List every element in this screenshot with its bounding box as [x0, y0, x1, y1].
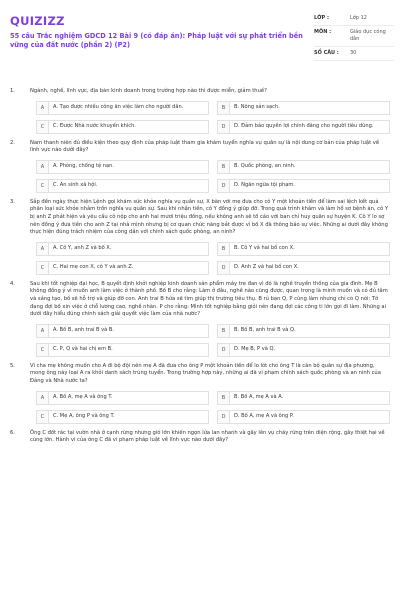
- option-text: D. Bố A, mẹ A và ông P.: [229, 410, 390, 424]
- option-letter: D: [217, 179, 229, 193]
- header: [0, 0, 400, 82]
- option-d[interactable]: [217, 410, 390, 424]
- question-text: Sắp đến ngày thực hiện Lệnh gọi khám sức khỏe nghĩa vụ quân sự, X bàn với mẹ đưa cho cô Y một khoản tiền để làm sai lệch kết quả phân loại sức khỏe nhằm trốn nghĩa vụ quân sự. Sau khi nhận tiền, cô Y đồng ý giúp đỡ. Trong quá trình khám và làm hồ sơ bệnh án, cô Y bị anh Z phát hiện và yêu cầu cô nộp cho anh hai mươi triệu đồng, nếu không anh sẽ tố cáo với ban chỉ huy quân sự huyện K. Cô Y lo sợ nên đồng ý đưa tiền cho anh Z tại nhà mình nhưng bị cơ quan chức năng bắt được vì bố X đã thông báo sự việc. Những ai dưới đây không thực hiện đúng trách nhiệm của công dân với chính sách quốc phòng, an ninh?: [30, 198, 389, 236]
- options: [36, 324, 390, 357]
- option-b[interactable]: [217, 324, 390, 338]
- option-a[interactable]: [36, 101, 209, 115]
- option-letter: A: [36, 160, 48, 174]
- question-4: [10, 281, 390, 357]
- option-text: B. Cô Y và hai bố con X.: [229, 242, 390, 256]
- option-b[interactable]: [217, 391, 390, 405]
- question-number: 6.: [10, 429, 15, 436]
- question-text: Ngành, nghề, lĩnh vực, địa bàn kinh doanh trong trường hợp nào thì được miễn, giảm thuế?: [30, 88, 267, 94]
- meta-row-grade: [314, 12, 394, 26]
- meta-key: MÔN :: [314, 29, 332, 35]
- meta-value: Giáo dục công dân: [350, 29, 386, 42]
- question-number: 4.: [10, 280, 15, 287]
- option-letter: C: [36, 343, 48, 357]
- meta-value: Lớp 12: [350, 15, 367, 21]
- option-text: C. Hai mẹ con X, cô Y và anh Z.: [48, 261, 209, 275]
- option-letter: A: [36, 391, 48, 405]
- option-letter: D: [217, 410, 229, 424]
- option-a[interactable]: [36, 160, 209, 174]
- option-b[interactable]: [217, 160, 390, 174]
- option-c[interactable]: [36, 261, 209, 275]
- meta-row-subject: [314, 26, 394, 47]
- question-text: Sau khi tốt nghiệp đại học, B quyết định khởi nghiệp kinh doanh sản phẩm máy tre đan vì đó là nghề truyền thống của gia đình. Mẹ B không đồng ý vì muốn anh làm việc ở thành phố. Bố B cho rằng: Làm ở đâu, nghề nào cũng được, quan trọng là mình muốn và có đủ tâm và sáng tạo, bố sẽ hỗ trợ và giúp đỡ con. Anh trai B hứa sẽ tìm giúp thị trường tiêu thụ. B rủ bạn Q, P cùng làm nhưng chỉ có Q nói: Tớ đang đợi bố xin việc ở chỗ lương cao, nghề nhàn. P cho rằng: Mình tốt nghiệp bằng giỏi nên đang đợi các công ti lớn gọi đi làm. Những ai dưới đây hiểu đúng chính sách giải quyết việc làm của nhà nước?: [30, 280, 388, 318]
- question-5: [10, 363, 390, 424]
- question-text: Ông C đốt rác tại vườn nhà ở cạnh rừng nhưng gió lớn khiến ngọn lửa lan nhanh và gây lên vụ cháy rừng trên diện rộng, gây thiệt hại về cùng lớn. Hành vi của ông C đã vi phạm pháp luật về lĩnh vực nào dưới đây?: [30, 429, 385, 444]
- option-text: D. Anh Z và hai bố con X.: [229, 261, 390, 275]
- option-text: D. Ngăn ngừa tội phạm.: [229, 179, 390, 193]
- question-3: [10, 199, 390, 275]
- option-text: A. Phòng, chống tệ nạn.: [48, 160, 209, 174]
- question-text: Nam thanh niên đủ điều kiện theo quy định của pháp luật tham gia khám tuyển nghĩa vụ quân sự là nội dung cơ bản của pháp luật về lĩnh vực nào dưới đây?: [30, 139, 380, 154]
- option-letter: B: [217, 391, 229, 405]
- option-letter: C: [36, 261, 48, 275]
- question-6: [10, 430, 390, 445]
- meta-table: [314, 12, 394, 61]
- option-c[interactable]: [36, 179, 209, 193]
- option-letter: A: [36, 242, 48, 256]
- options: [36, 101, 390, 134]
- option-c[interactable]: [36, 343, 209, 357]
- option-letter: D: [217, 261, 229, 275]
- option-d[interactable]: [217, 120, 390, 134]
- question-number: 1.: [10, 88, 15, 94]
- option-letter: B: [217, 324, 229, 338]
- option-text: B. Bố A, mẹ A và A.: [229, 391, 390, 405]
- option-text: A. Tạo được nhiều công ăn việc làm cho người dân.: [48, 101, 209, 115]
- option-a[interactable]: [36, 242, 209, 256]
- option-d[interactable]: [217, 343, 390, 357]
- option-letter: A: [36, 101, 48, 115]
- question-number: 2.: [10, 139, 15, 146]
- meta-key: SỐ CÂU :: [314, 50, 339, 56]
- option-letter: B: [217, 160, 229, 174]
- option-text: A. Bố B, anh trai B và B.: [48, 324, 209, 338]
- meta-key: LỚP :: [314, 15, 329, 21]
- option-letter: C: [36, 179, 48, 193]
- question-number: 5.: [10, 362, 15, 369]
- option-letter: B: [217, 242, 229, 256]
- quizizz-logo: QUIZIZZ: [10, 14, 65, 28]
- option-letter: C: [36, 410, 48, 424]
- option-d[interactable]: [217, 179, 390, 193]
- option-text: C. P, Q và hai chị em B.: [48, 343, 209, 357]
- option-b[interactable]: [217, 242, 390, 256]
- question-number: 3.: [10, 198, 15, 205]
- option-letter: D: [217, 343, 229, 357]
- option-b[interactable]: [217, 101, 390, 115]
- option-d[interactable]: [217, 261, 390, 275]
- option-text: B. Bố B, anh trai B và Q.: [229, 324, 390, 338]
- option-letter: D: [217, 120, 229, 134]
- question-text: Vì cha mẹ không muốn cho A đi bộ đội nên mẹ A đã đưa cho ông P một khoản tiền để lo lót cho ông T là cán bộ quân sự địa phương, mong ông này loại A ra khỏi danh sách trúng tuyển. Trong trường hợp này, những ai đã vi phạm chính sách quốc phòng và an ninh của Đảng và Nhà nước ta?: [30, 362, 381, 384]
- meta-row-count: [314, 47, 394, 61]
- option-text: C. Mẹ A, ông P và ông T.: [48, 410, 209, 424]
- option-letter: C: [36, 120, 48, 134]
- question-2: [10, 140, 390, 193]
- question-list: [10, 88, 390, 451]
- option-a[interactable]: [36, 391, 209, 405]
- option-text: A. Bố A, mẹ A và ông T.: [48, 391, 209, 405]
- question-1: [10, 88, 390, 134]
- options: [36, 242, 390, 275]
- option-a[interactable]: [36, 324, 209, 338]
- option-text: A. Cô Y, anh Z và bố X.: [48, 242, 209, 256]
- options: [36, 160, 390, 193]
- options: [36, 391, 390, 424]
- document-title: 55 câu Trắc nghiệm GDCD 12 Bài 9 (có đáp án): Pháp luật với sự phát triển bền vững của đất nước (phần 2) (P2): [10, 32, 303, 49]
- option-text: C. An sinh xã hội.: [48, 179, 209, 193]
- option-c[interactable]: [36, 120, 209, 134]
- option-text: D. Mẹ B, P và Q.: [229, 343, 390, 357]
- option-letter: B: [217, 101, 229, 115]
- option-text: D. Đảm bảo quyền lợi chính đáng cho người tiêu dùng.: [229, 120, 390, 134]
- option-c[interactable]: [36, 410, 209, 424]
- option-text: C. Được Nhà nước khuyến khích.: [48, 120, 209, 134]
- option-text: B. Nông sản sạch.: [229, 101, 390, 115]
- option-text: B. Quốc phòng, an ninh.: [229, 160, 390, 174]
- meta-value: 30: [350, 50, 357, 56]
- option-letter: A: [36, 324, 48, 338]
